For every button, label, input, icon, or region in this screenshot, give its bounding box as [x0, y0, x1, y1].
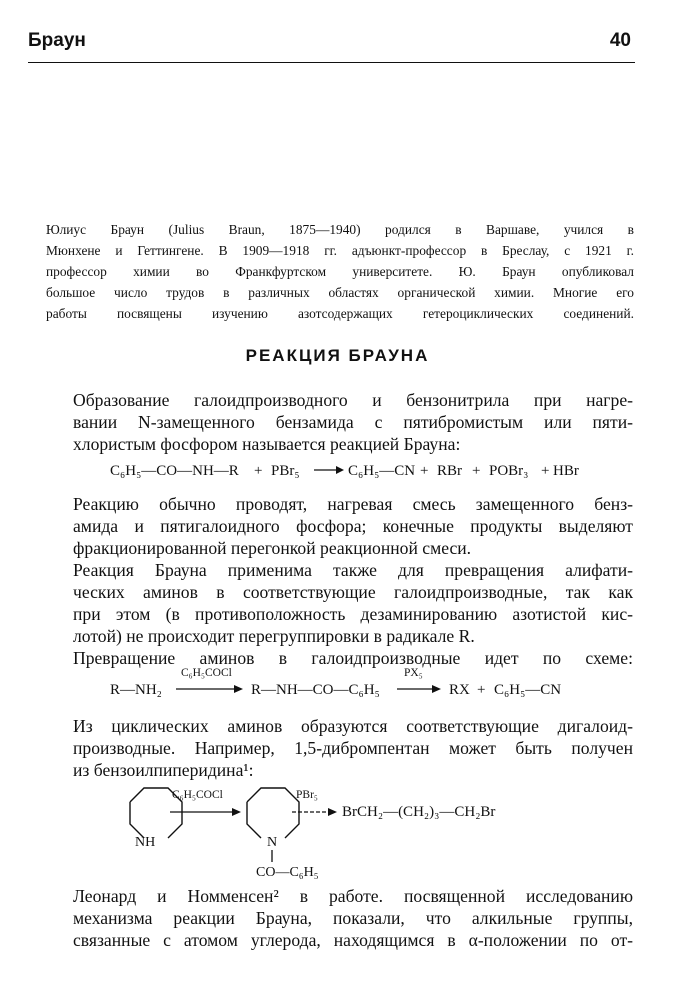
eq1-arrow [314, 466, 344, 474]
eq2-product-benzonitrile: C₆H₅—CN [494, 682, 562, 698]
eq1-reactant-amide: C₆H₅—CO—NH—R [110, 463, 239, 479]
benzoylpiperidine-n-label: N [267, 835, 278, 850]
eq1-reactant-pbr5: PBr₅ [271, 463, 300, 479]
text-line: Реакцию обычно проводят, нагревая смесь замещенного бенз- [73, 494, 633, 514]
eq2-plus: + [477, 682, 486, 698]
eq2-arrow-2 [397, 685, 441, 693]
eq1-plus: + [420, 463, 429, 479]
text-line: хлористым фосфором называется реакцией Брауна: [73, 434, 461, 454]
text-line: производные. Например, 1,5-дибромпентан может быть получен [73, 738, 633, 758]
eq1-plus: + [541, 463, 550, 479]
eq3-reagent-pbr5: PBr₅ [296, 789, 318, 801]
page-number: 40 [609, 30, 631, 51]
biography-note [46, 219, 634, 324]
eq2-reagent-px5: PX₅ [404, 667, 423, 679]
equation-amine-scheme [0, 664, 675, 704]
benzoylpiperidine-ring [247, 788, 299, 838]
header-rule [28, 62, 635, 63]
text-line: лотой) не происходит перегруппировки в радикале R. [73, 626, 475, 646]
bio-line: профессор химии во Франкфуртском университете. Ю. Браун опубликовал [46, 264, 634, 279]
eq2-arrow-1 [176, 685, 243, 693]
eq1-plus: + [472, 463, 481, 479]
text-line: фракционированной перегонкой реакционной смеси. [73, 538, 472, 558]
text-line: вании N-замещенного бензамида с пятибромистым или пяти- [73, 412, 633, 432]
eq2-benzamide: R—NH—CO—C₆H₅ [251, 682, 380, 698]
eq1-product-pobr3: POBr₃ [489, 463, 529, 479]
eq3-arrow-1 [170, 808, 241, 816]
text-line: Превращение аминов в галоидпроизводные идет по схеме: [73, 648, 633, 668]
text-line: ческих аминов в соответствующие галоидпроизводные, так как [73, 582, 633, 602]
text-line: Из циклических аминов образуются соответствующие дигалоид- [73, 716, 633, 736]
eq1-product-hbr: HBr [553, 463, 579, 479]
text-line: амида и пятигалоидного фосфора; конечные продукты выделяют [73, 516, 633, 536]
paragraph-cyclic-amines [73, 715, 633, 781]
running-title: Браун [28, 30, 86, 51]
eq1-plus: + [254, 463, 263, 479]
text-line: Леонард и Номменсен² в работе. посвященной исследованию [73, 886, 633, 906]
eq2-product-rx: RX [449, 682, 470, 698]
eq1-product-benzonitrile: C₆H₅—CN [348, 463, 416, 479]
text-line: связанные с атомом углерода, находящимся в α-положении по от- [73, 930, 633, 950]
equation-piperidine-scheme [0, 780, 675, 880]
text-line: Реакция Брауна применима также для превращения алифати- [73, 560, 633, 580]
text-line: механизма реакции Брауна, показали, что алкильные группы, [73, 908, 633, 928]
bio-line: большое число трудов в различных областях органической химии. Многие его [46, 285, 634, 300]
equation-braun-reaction [0, 455, 675, 485]
bio-line: работы посвящены изучению азотсодержащих гетероциклических соединений. [46, 306, 634, 321]
text-line: из бензоилпиперидина¹: [73, 760, 254, 780]
benzoyl-substituent: CO—C₆H₅ [256, 865, 319, 880]
text-line: Образование галоидпроизводного и бензонитрила при нагре- [73, 390, 633, 410]
eq3-product-dibromopentane: BrCH₂—(CH₂)₃—CH₂Br [342, 804, 496, 820]
section-title: РЕАКЦИЯ БРАУНА [245, 346, 430, 365]
eq2-reagent-benzoyl-chloride: C₆H₅COCl [181, 667, 232, 679]
bio-line: Юлиус Браун (Julius Braun, 1875—1940) родился в Варшаве, учился в [46, 222, 634, 237]
paragraph-conditions [73, 493, 633, 669]
paragraph-leonard [73, 885, 633, 951]
eq2-amine: R—NH₂ [110, 682, 162, 698]
eq3-reagent-benzoyl-chloride: C₆H₅COCl [172, 789, 223, 801]
text-line: при этом (в противоположность дезаминированию азотистой кис- [73, 604, 633, 624]
eq1-product-rbr: RBr [437, 463, 463, 479]
paragraph-intro [73, 389, 633, 455]
piperidine-nh-label: NH [135, 835, 156, 850]
bio-line: Мюнхене и Геттингене. В 1909—1918 гг. адъюнкт-профессор в Бреслау, с 1921 г. [46, 243, 634, 258]
